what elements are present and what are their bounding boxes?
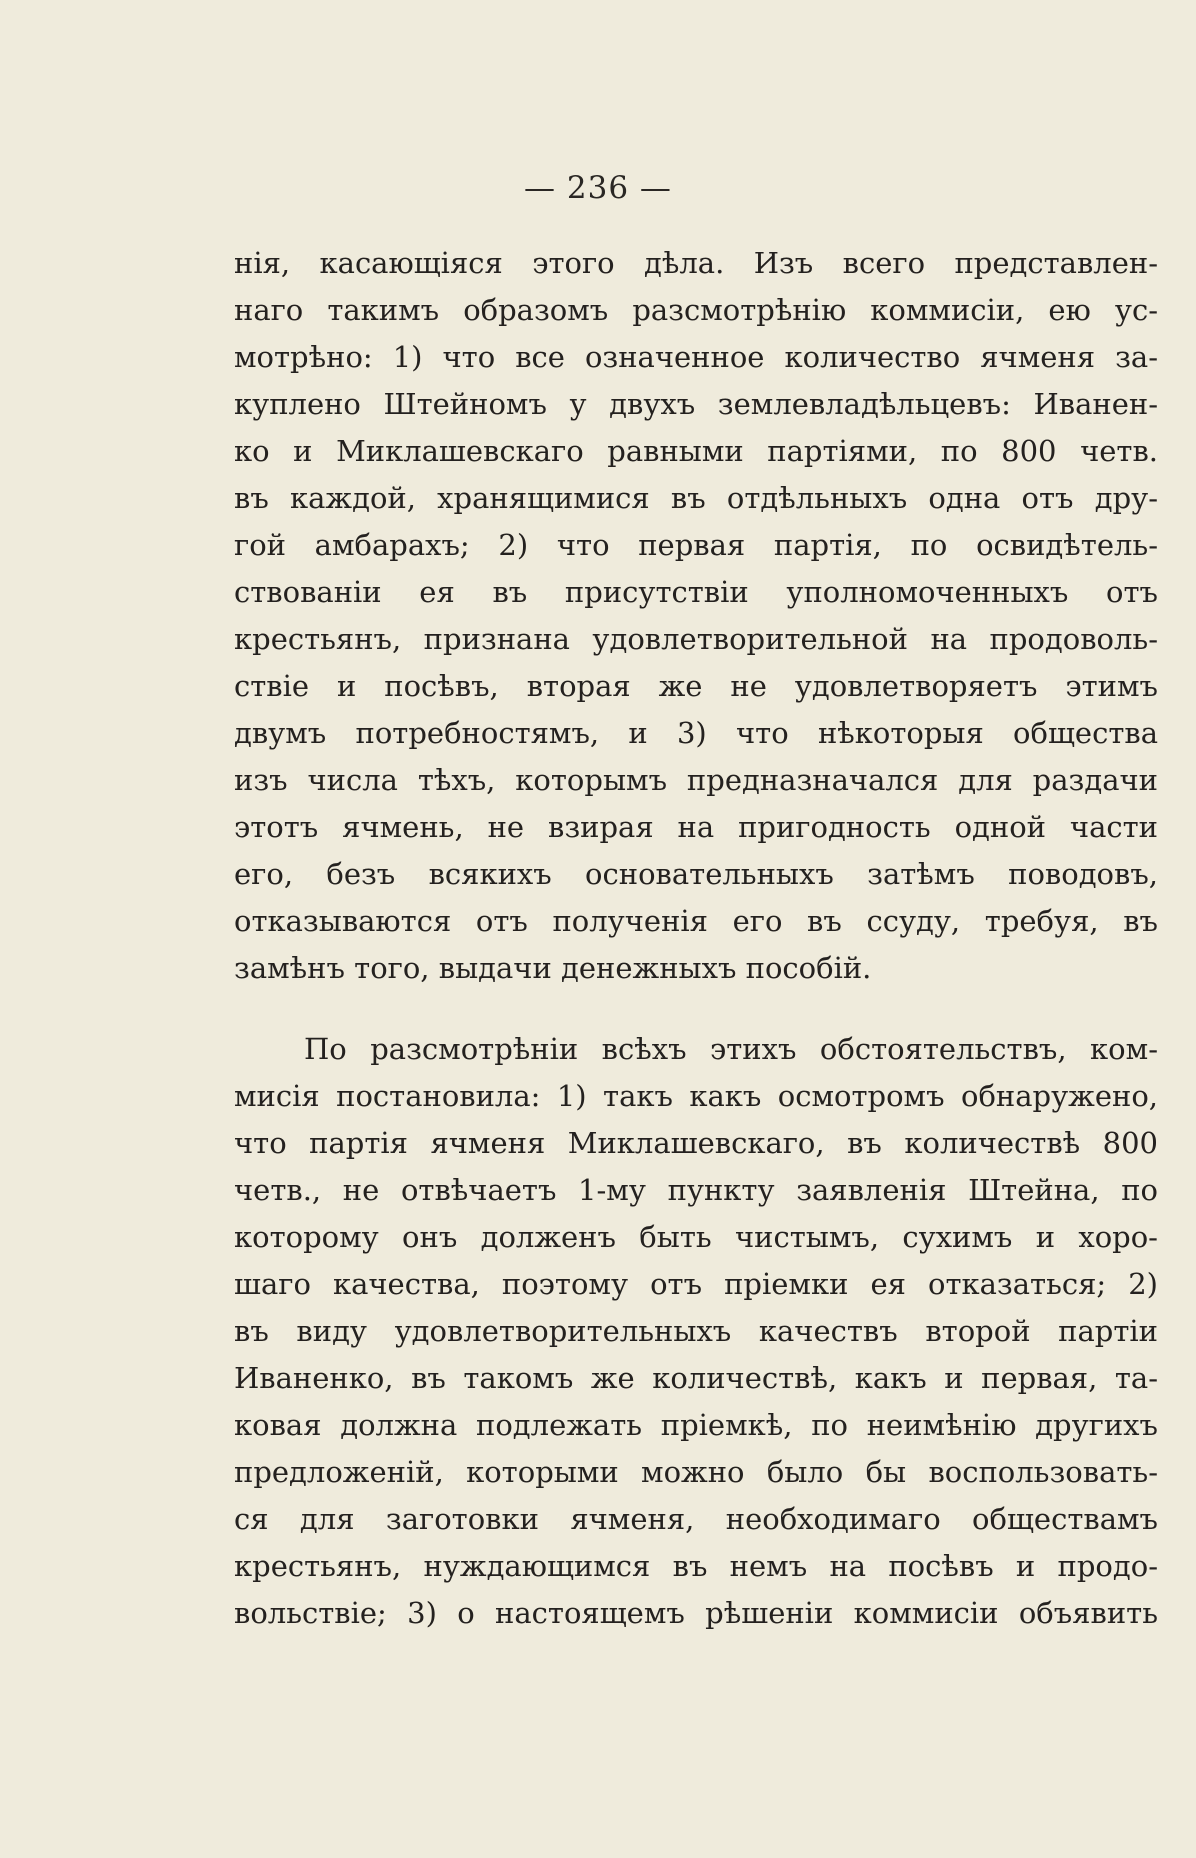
text-line: въ виду удовлетворительныхъ качествъ второй партіи: [234, 1314, 1158, 1348]
text-line: четв., не отвѣчаетъ 1-му пункту заявленія Штейна, по: [234, 1173, 1158, 1207]
text-line: По разсмотрѣніи всѣхъ этихъ обстоятельствъ, ком-: [304, 1032, 1158, 1066]
text-line: ковая должна подлежать пріемкѣ, по неимѣнію другихъ: [234, 1408, 1158, 1442]
text-line: крестьянъ, нуждающимся въ немъ на посѣвъ и продо-: [234, 1549, 1158, 1583]
text-line: замѣнъ того, выдачи денежныхъ пособій.: [234, 951, 872, 985]
text-line: Иваненко, въ такомъ же количествѣ, какъ и первая, та-: [234, 1361, 1158, 1395]
text-line: въ каждой, хранящимися въ отдѣльныхъ одна отъ дру-: [234, 481, 1158, 515]
text-line: ствованіи ея въ присутствіи уполномоченныхъ отъ: [234, 575, 1158, 609]
text-line: нія, касающіяся этого дѣла. Изъ всего представлен-: [234, 246, 1158, 280]
text-line: вольствіе; 3) о настоящемъ рѣшеніи коммисіи объявить: [234, 1596, 1158, 1630]
text-line: которому онъ долженъ быть чистымъ, сухимъ и хоро-: [234, 1220, 1158, 1254]
text-line: его, безъ всякихъ основательныхъ затѣмъ поводовъ,: [234, 857, 1158, 891]
text-line: наго такимъ образомъ разсмотрѣнію коммисіи, ею ус-: [234, 293, 1158, 327]
text-line: ся для заготовки ячменя, необходимаго обществамъ: [234, 1502, 1158, 1536]
text-line: ко и Миклашевскаго равными партіями, по 800 четв.: [234, 434, 1158, 468]
text-line: шаго качества, поэтому отъ пріемки ея отказаться; 2): [234, 1267, 1158, 1301]
text-line: отказываются отъ полученія его въ ссуду, требуя, въ: [234, 904, 1158, 938]
text-line: этотъ ячмень, не взирая на пригодность одной части: [234, 810, 1158, 844]
text-line: куплено Штейномъ у двухъ землевладѣльцевъ: Иванен-: [234, 387, 1158, 421]
page-number: — 236 —: [524, 170, 672, 206]
text-line: мотрѣно: 1) что все означенное количество ячменя за-: [234, 340, 1158, 374]
text-line: ствіе и посѣвъ, вторая же не удовлетворяетъ этимъ: [234, 669, 1158, 703]
text-line: изъ числа тѣхъ, которымъ предназначался для раздачи: [234, 763, 1158, 797]
text-line: предложеній, которыми можно было бы воспользовать-: [234, 1455, 1158, 1489]
text-line: гой амбарахъ; 2) что первая партія, по освидѣтель-: [234, 528, 1158, 562]
text-line: двумъ потребностямъ, и 3) что нѣкоторыя общества: [234, 716, 1158, 750]
paragraph-1: [234, 240, 1158, 992]
text-line: что партія ячменя Миклашевскаго, въ количествѣ 800: [234, 1126, 1158, 1160]
text-line: крестьянъ, признана удовлетворительной на продоволь-: [234, 622, 1158, 656]
text-line: мисія постановила: 1) такъ какъ осмотромъ обнаружено,: [234, 1079, 1158, 1113]
paragraph-2: [234, 1026, 1158, 1637]
